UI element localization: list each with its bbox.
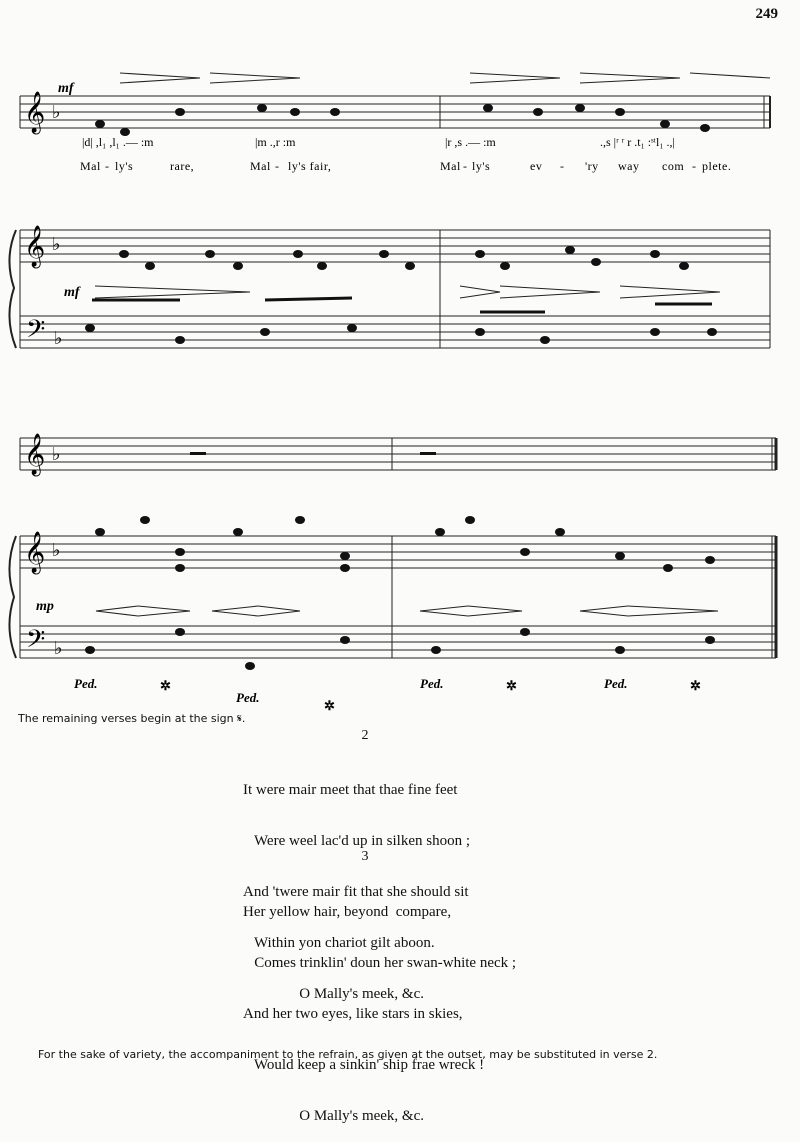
solfa-line-4: .,s |ʳ ʳ r .t₁ :ˢᵗl₁ .,| <box>600 135 675 149</box>
svg-text:Ped.: Ped. <box>420 676 444 691</box>
flat-icon: ♭ <box>52 540 61 560</box>
crescendo-hairpins <box>120 73 770 83</box>
dynamic-mf: mf <box>58 81 74 96</box>
solfa-line-1: |d| ,l₁ ,l₁ .— :m <box>82 135 154 149</box>
verse-3: Her yellow hair, beyond compare, Comes trinklin' doun her swan-white neck ; And her two eyes, like stars in skies, Would keep a sinkin' ship frae wreck ! O Mally's meek, &c. <box>243 904 517 1124</box>
vocal-staff-1 <box>20 96 770 128</box>
flat-icon: ♭ <box>54 328 63 348</box>
segno-note: The remaining verses begin at the sign 𝄋. <box>18 712 246 725</box>
flat-icon: ♭ <box>54 638 63 658</box>
crescendo-hairpins <box>95 286 720 298</box>
svg-text:✲: ✲ <box>324 698 335 713</box>
svg-text:✲: ✲ <box>160 678 171 693</box>
flat-icon: ♭ <box>52 234 61 254</box>
svg-text:Ped.: Ped. <box>604 676 628 691</box>
svg-text:-: - <box>560 159 565 173</box>
pedal-marks <box>74 676 701 713</box>
svg-text:ev: ev <box>530 159 543 173</box>
svg-text:way: way <box>618 159 640 173</box>
svg-text:Ped.: Ped. <box>74 676 98 691</box>
treble-clef-icon: 𝄞 <box>24 92 46 133</box>
piano-treble-staff-2 <box>20 536 776 568</box>
piano-bass-staff-2 <box>20 536 776 658</box>
treble-clef-icon: 𝄞 <box>24 434 46 475</box>
svg-text:Mal: Mal <box>80 159 101 173</box>
treble-clef-icon: 𝄞 <box>24 532 46 573</box>
svg-text:'ry: 'ry <box>585 159 599 173</box>
svg-text:ly's fair,: ly's fair, <box>288 159 332 173</box>
svg-text:Mal: Mal <box>440 159 461 173</box>
verse-2: It were mair meet that thae fine feet Were weel lac'd up in silken shoon ; And 'twere mair fit that she should sit Within yon chariot gilt aboon. O Mally's meek, &c. <box>243 782 470 1002</box>
svg-text:rare,: rare, <box>170 159 195 173</box>
svg-text:-: - <box>275 159 280 173</box>
svg-text:Ped.: Ped. <box>236 690 260 705</box>
flat-icon: ♭ <box>52 102 61 123</box>
bottom-footnote: For the sake of variety, the accompaniment to the refrain, as given at the outset, may be substituted in verse 2. <box>38 1048 658 1061</box>
svg-text:plete.: plete. <box>702 159 732 173</box>
piano-notes-2 <box>85 516 715 670</box>
dynamic-mp: mp <box>36 599 54 614</box>
solfa-line-2: |m .,r :m <box>255 135 296 149</box>
svg-text:Mal: Mal <box>250 159 271 173</box>
solfa-line-3: |r ,s .— :m <box>445 135 496 149</box>
page-number: 249 <box>755 6 778 22</box>
svg-text:ly's: ly's <box>472 159 491 173</box>
svg-text:ly's: ly's <box>115 159 134 173</box>
vocal-staff-2 <box>20 438 776 470</box>
verse-number: 3 <box>361 849 369 864</box>
verse-number: 2 <box>361 728 369 743</box>
lyrics-1 <box>80 159 731 173</box>
svg-text:-: - <box>692 159 697 173</box>
treble-clef-icon: 𝄞 <box>24 226 46 267</box>
brace-icon <box>9 230 16 348</box>
svg-text:com: com <box>662 159 685 173</box>
svg-text:-: - <box>105 159 110 173</box>
bass-clef-icon: 𝄢 <box>26 315 46 350</box>
svg-text:✲: ✲ <box>506 678 517 693</box>
svg-text:-: - <box>463 159 468 173</box>
dynamic-mf: mf <box>64 285 80 300</box>
flat-icon: ♭ <box>52 444 61 464</box>
swell-hairpins <box>96 606 718 616</box>
brace-icon <box>9 536 16 658</box>
svg-text:✲: ✲ <box>690 678 701 693</box>
bass-clef-icon: 𝄢 <box>26 625 46 660</box>
beams <box>92 298 712 312</box>
